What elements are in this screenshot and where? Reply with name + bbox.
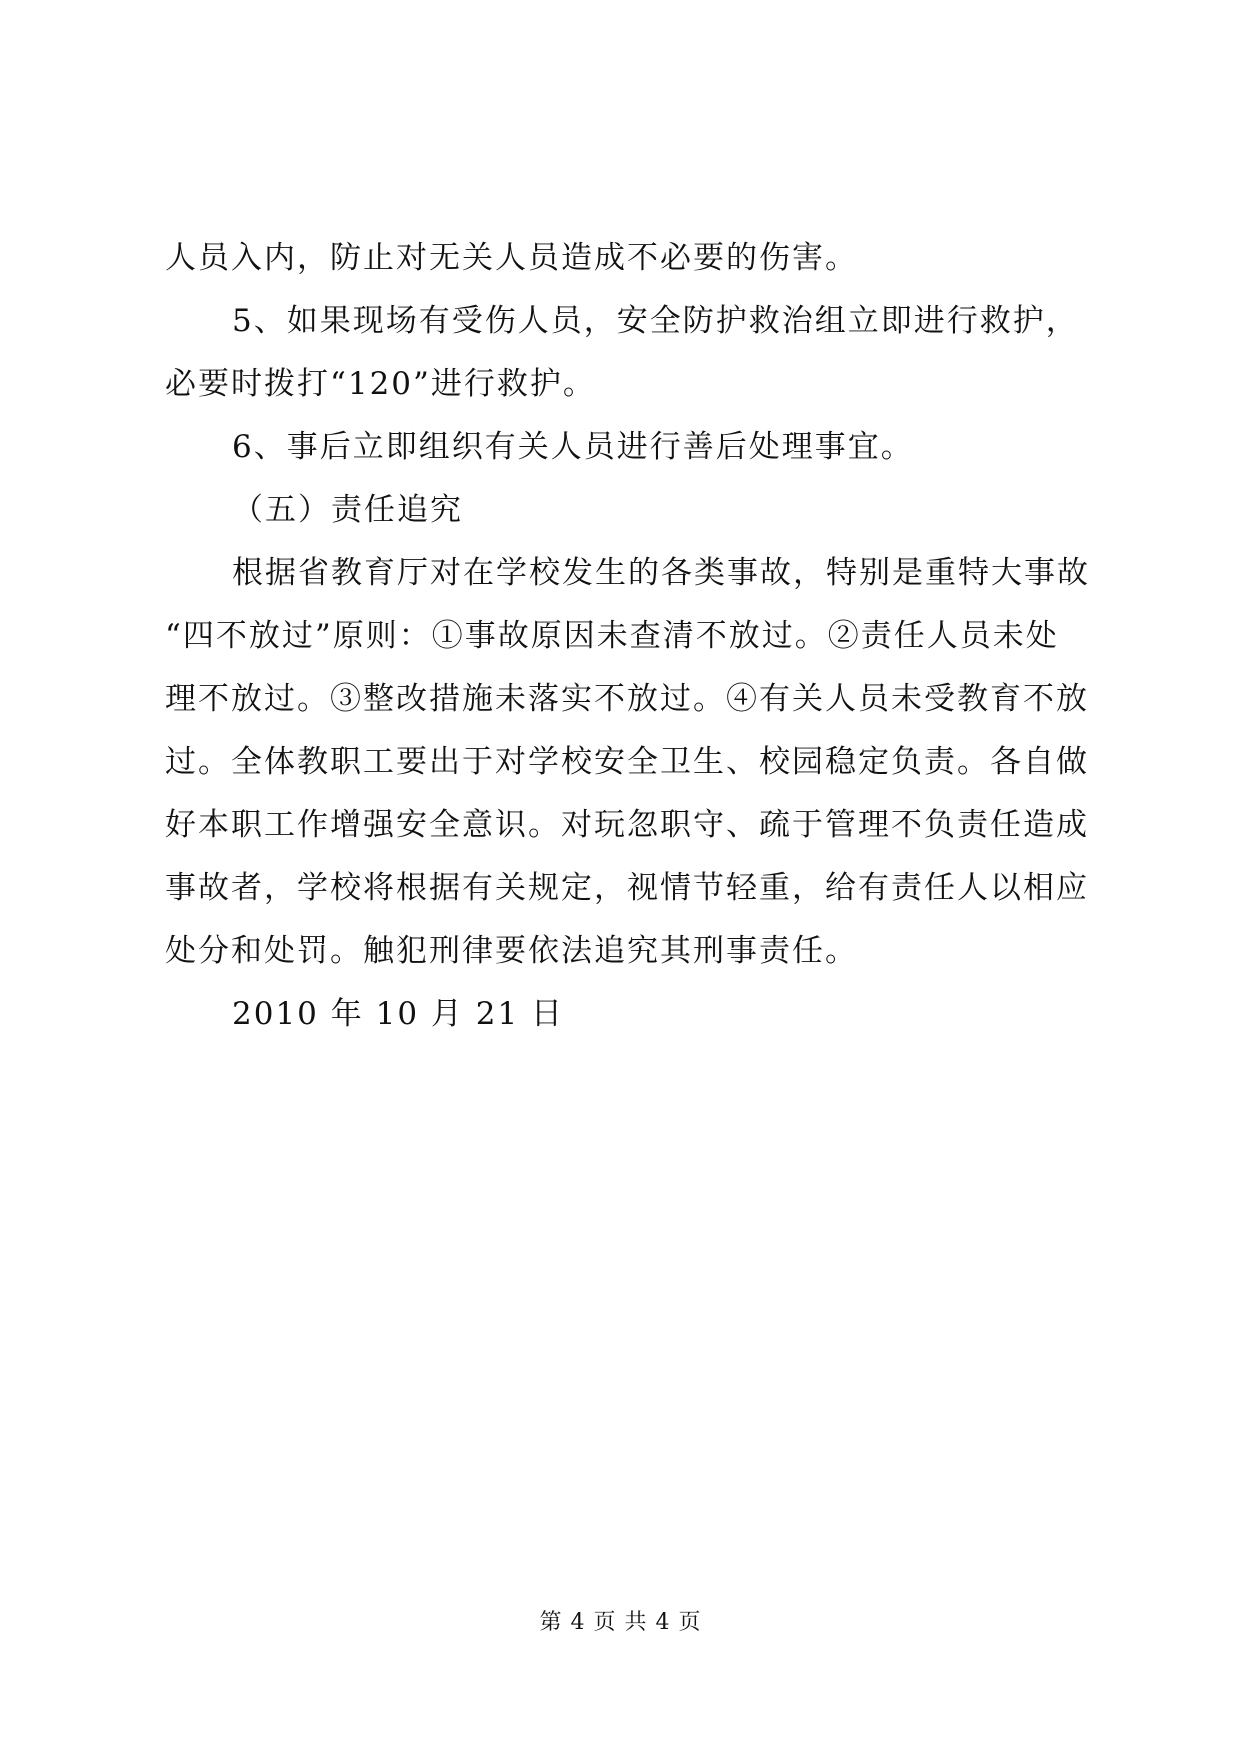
body-text-line: 人员入内，防止对无关人员造成不必要的伤害。 xyxy=(165,240,858,276)
body-text-line: 事故者，学校将根据有关规定，视情节轻重，给有责任人以相应 xyxy=(165,870,1089,906)
body-text-line: “四不放过”原则：①事故原因未查清不放过。②责任人员未处 xyxy=(165,618,1059,654)
body-text-line: 过。全体教职工要出于对学校安全卫生、校园稳定负责。各自做 xyxy=(165,744,1089,780)
body-text-line: 处分和处罚。触犯刑律要依法追究其刑事责任。 xyxy=(165,933,858,969)
body-text-line: 必要时拨打“120”进行救护。 xyxy=(165,366,596,402)
document-date: 2010 年 10 月 21 日 xyxy=(232,996,565,1032)
list-item-6: 6、事后立即组织有关人员进行善后处理事宜。 xyxy=(232,429,914,465)
body-text-line: 理不放过。③整改措施未落实不放过。④有关人员未受教育不放 xyxy=(165,681,1089,717)
body-text-line: 根据省教育厅对在学校发生的各类事故，特别是重特大事故 xyxy=(232,555,1090,591)
section-heading: （五）责任追究 xyxy=(232,492,463,528)
page-footer: 第 4 页 共 4 页 xyxy=(539,1610,702,1635)
body-text-line: 好本职工作增强安全意识。对玩忽职守、疏于管理不负责任造成 xyxy=(165,807,1089,843)
list-item-5: 5、如果现场有受伤人员，安全防护救治组立即进行救护， xyxy=(232,303,1079,339)
